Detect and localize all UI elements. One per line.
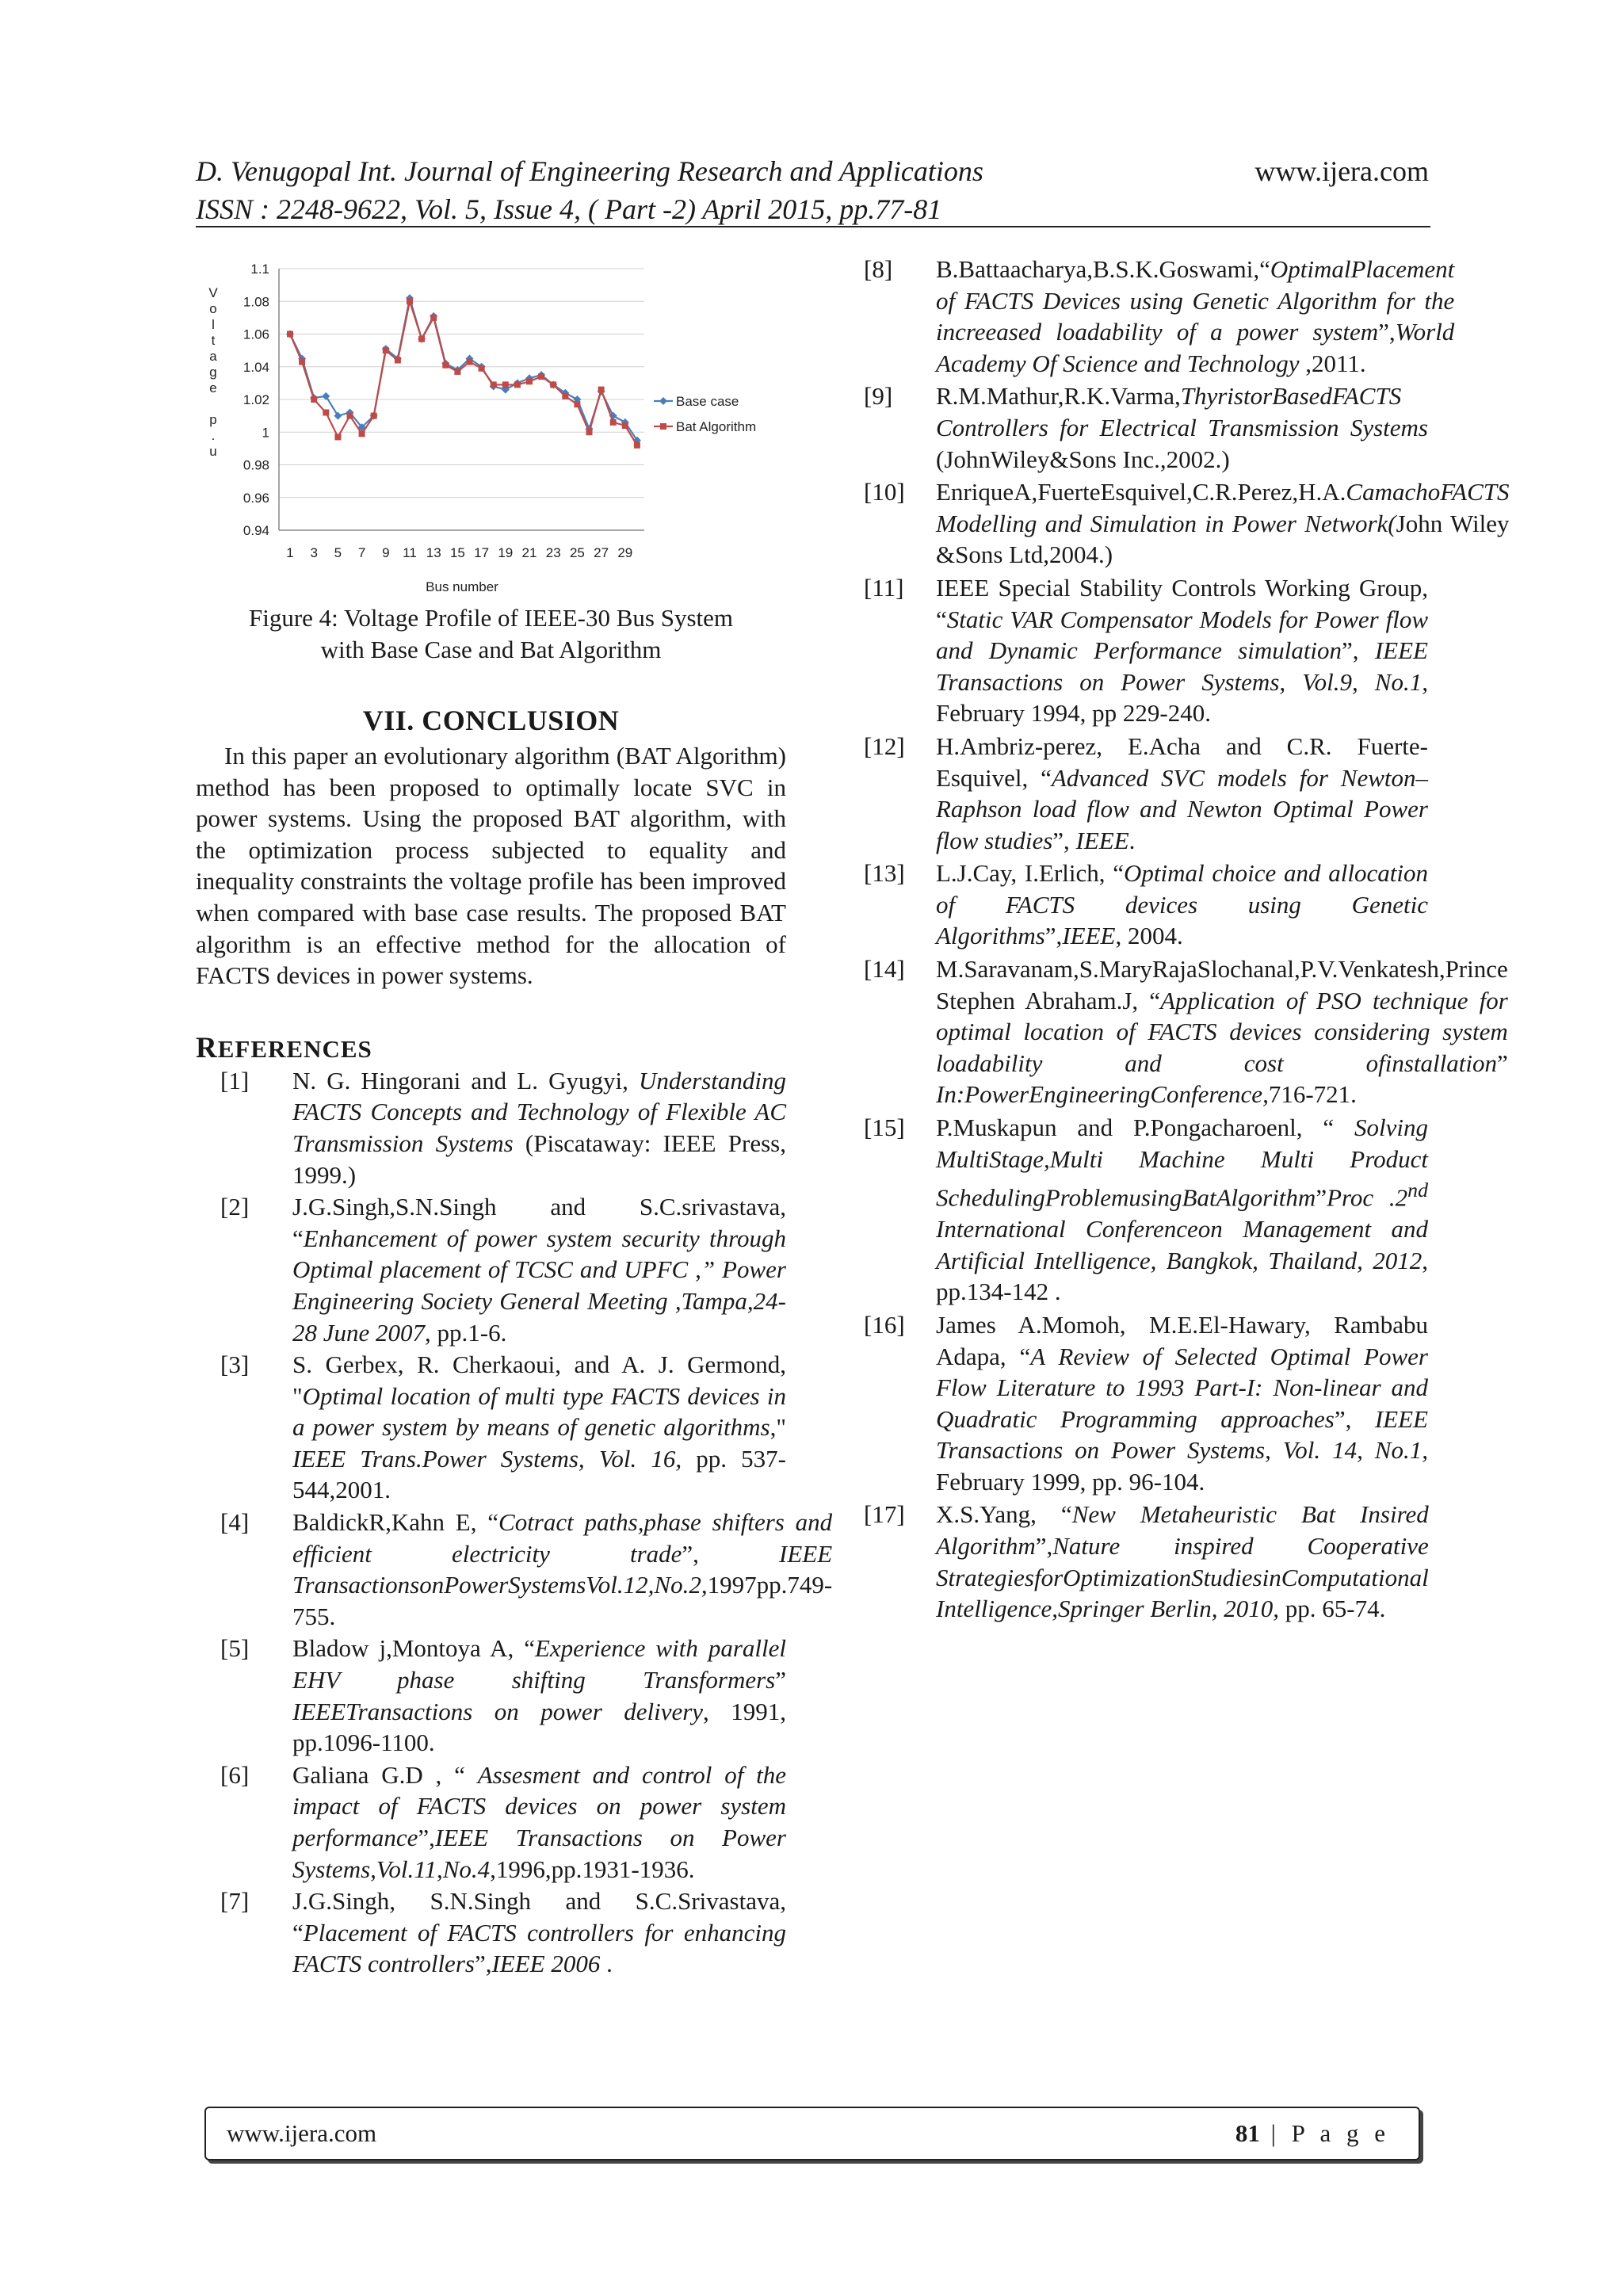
y-tick-label: 1.1: [250, 262, 269, 277]
reference-text-segment: EnriqueA,FuerteEsquivel,C.R.Perez,H.A.: [936, 478, 1346, 506]
reference-number: [5]: [220, 1634, 250, 1663]
y-axis-title-letter: V: [208, 285, 218, 300]
reference-text-segment: Optimal choice and allocation of FACTS devices using Genetic Algorithms: [936, 859, 1428, 950]
reference-number: [17]: [864, 1500, 905, 1529]
x-axis-title: Bus number: [426, 579, 498, 594]
data-point: [395, 357, 401, 364]
data-point: [430, 315, 437, 321]
reference-text-segment: In:PowerEngineeringConference,: [936, 1080, 1269, 1109]
reference-item: [220, 1633, 786, 1758]
references-heading-initial: R: [196, 1031, 218, 1064]
reference-item: [864, 572, 1428, 729]
footer-site[interactable]: www.ijera.com: [227, 2119, 377, 2147]
reference-text-segment: ”,: [682, 1539, 780, 1568]
reference-text-segment: Proc .2: [1327, 1183, 1408, 1212]
reference-item: [220, 1507, 833, 1632]
reference-text-segment: 1997pp.749-755.: [292, 1571, 833, 1630]
x-tick-label: 7: [357, 545, 366, 560]
reference-text-segment: B.Battaacharya,B.S.K.Goswami,“: [936, 255, 1270, 283]
x-tick-label: 23: [545, 545, 561, 560]
reference-text-segment: Application of PSO technique for optimal location of FACTS devices considering system loadability and cost ofinstallation: [936, 986, 1508, 1077]
reference-text-segment: John Wiley &Sons Ltd,2004.): [936, 509, 1510, 569]
reference-item: [220, 1191, 786, 1348]
reference-text-segment: ”,: [1334, 1404, 1375, 1433]
reference-text-segment: ,": [769, 1413, 786, 1442]
reference-text-segment: IEEE: [1075, 826, 1129, 854]
reference-text-segment: Placement of FACTS controllers for enhancing FACTS controllers: [292, 1918, 786, 1978]
reference-text-segment: Advanced SVC models for Newton–Raphson load flow and Newton Optimal Power flow studies: [936, 763, 1428, 854]
data-point: [467, 359, 473, 365]
data-point: [418, 336, 425, 342]
reference-item: [864, 1309, 1428, 1498]
reference-text-segment: Enhancement of power system security through Optimal placement of TCSC and UPFC ,” Power Engineering Society General Meeting ,Tampa,24-28 June 2007: [292, 1224, 786, 1347]
reference-text-segment: Optimal location of multi type FACTS devices in a power system by means of genetic algorithms: [292, 1381, 786, 1442]
x-tick-label: 29: [617, 545, 633, 560]
reference-text-segment: New Metaheuristic Bat Insired Algorithm: [936, 1500, 1429, 1561]
legend-label: Base case: [676, 394, 739, 409]
reference-text-segment: 716-721.: [1268, 1080, 1357, 1109]
reference-item: [864, 953, 1508, 1110]
data-point: [371, 413, 377, 419]
reference-text-segment: Cotract paths,phase shifters and efficient electricity trade: [292, 1508, 833, 1568]
data-point: [359, 430, 365, 437]
x-tick-label: 3: [310, 545, 318, 560]
reference-text-segment: pp. 537-544,2001.: [292, 1444, 786, 1504]
reference-text-segment: 1996,pp.1931-1936.: [495, 1855, 695, 1883]
reference-number: [4]: [220, 1508, 250, 1537]
series-line-base-case: [290, 298, 637, 440]
y-axis-title-letter: e: [209, 380, 217, 395]
x-tick-label: 1: [286, 545, 294, 560]
reference-text: [292, 1065, 786, 1190]
data-point: [311, 396, 317, 403]
reference-text-segment: J.G.Singh,S.N.Singh and S.C.srivastava, “: [292, 1193, 786, 1252]
reference-item: [864, 1112, 1428, 1308]
data-point: [347, 413, 353, 419]
header-rule: [196, 226, 1430, 227]
y-axis-title-letter: t: [211, 333, 216, 348]
y-axis-title-letter: a: [209, 349, 217, 364]
x-tick-label: 19: [498, 545, 514, 560]
y-tick-label: 1.08: [242, 294, 269, 310]
reference-item: [864, 1499, 1428, 1624]
x-tick-label: 17: [474, 545, 490, 560]
data-point: [574, 401, 580, 407]
data-point: [550, 381, 556, 388]
data-point: [442, 362, 449, 369]
reference-number: [1]: [220, 1066, 250, 1095]
x-tick-label: 13: [426, 545, 441, 560]
left-column: [196, 250, 833, 1980]
reference-text-segment: pp. 65-74.: [1279, 1595, 1386, 1623]
data-point: [454, 369, 460, 375]
data-point: [383, 347, 389, 353]
reference-text-segment: ,2011.: [1299, 349, 1366, 377]
page-number-value: 81: [1235, 2119, 1260, 2147]
reference-item: [864, 476, 1510, 571]
data-point: [622, 422, 628, 429]
reference-text-segment: L.J.Cay, I.Erlich, “: [936, 859, 1125, 888]
y-tick-label: 1.04: [242, 359, 269, 375]
reference-number: [3]: [220, 1350, 250, 1379]
data-point: [299, 359, 305, 365]
y-axis-title-letter: u: [209, 444, 217, 459]
figure-caption-line-1: Figure 4: Voltage Profile of IEEE-30 Bus System: [248, 604, 734, 632]
reference-text-segment: , 1991, pp.1096-1100.: [292, 1697, 787, 1757]
reference-number: [14]: [864, 955, 905, 984]
y-tick-label: 1: [262, 425, 269, 441]
figure-caption: [196, 602, 786, 666]
reference-text: [936, 858, 1428, 952]
voltage-profile-chart: [196, 250, 786, 598]
page-number: [1235, 2119, 1390, 2148]
references-list-left: [196, 1065, 833, 1980]
x-tick-label: 21: [521, 545, 537, 560]
reference-text: [936, 1112, 1428, 1308]
reference-text-segment: X.S.Yang, “: [936, 1500, 1072, 1529]
data-point: [598, 387, 605, 393]
reference-text-segment: A Review of Selected Optimal Power Flow Literature to 1993 Part-I: Non-linear and Quadratic Programming approaches: [936, 1342, 1428, 1433]
reference-text-segment: Nature inspired Cooperative StrategiesforOptimizationStudiesinComputational Intelligence,Springer Berlin, 2010,: [936, 1532, 1429, 1623]
reference-text: [936, 731, 1428, 856]
reference-item: [220, 1759, 786, 1885]
data-point: [634, 442, 640, 449]
reference-text-segment: Understanding FACTS Concepts and Technology of Flexible AC Transmission Systems: [292, 1066, 786, 1157]
x-tick-label: 27: [594, 545, 609, 560]
reference-text-segment: J.G.Singh, S.N.Singh and S.C.Srivastava, “: [292, 1887, 786, 1946]
reference-text-segment: Static VAR Compensator Models for Power flow and Dynamic Performance simulation: [936, 605, 1428, 665]
reference-text-segment: World Academy Of Science and Technology: [936, 318, 1455, 377]
reference-text-segment: , pp.134-142 .: [936, 1246, 1428, 1306]
reference-text-segment: ”,: [1342, 636, 1375, 665]
reference-text: [292, 1191, 786, 1348]
data-point: [586, 429, 593, 435]
reference-text-segment: James A.Momoh, M.E.El-Hawary, Rambabu Adapa, “: [936, 1310, 1428, 1370]
reference-text-segment: IEEE TransactionsonPowerSystemsVol.12,No.2,: [292, 1539, 833, 1599]
reference-text-segment: IEEE Transactions on Power Systems, Vol.9, No.1,: [936, 636, 1428, 696]
reference-text: [936, 254, 1454, 379]
x-tick-label: 5: [334, 545, 342, 560]
reference-text: [936, 1499, 1429, 1624]
reference-number: [6]: [220, 1760, 250, 1789]
y-tick-label: 0.96: [242, 490, 269, 506]
reference-number: [12]: [864, 732, 905, 760]
x-tick-label: 25: [569, 545, 585, 560]
page-separator: |: [1259, 2119, 1292, 2147]
reference-number: [13]: [864, 859, 905, 888]
reference-text-segment: Galiana G.D , “: [292, 1760, 478, 1789]
reference-text-segment: BaldickR,Kahn E, “: [292, 1508, 499, 1537]
reference-number: [9]: [864, 382, 893, 411]
reference-number: [7]: [220, 1887, 250, 1916]
reference-text-segment: .: [1128, 826, 1136, 854]
references-list-right: [864, 254, 1510, 1625]
reference-text: [936, 1309, 1428, 1498]
reference-number: [11]: [864, 573, 904, 602]
reference-text-segment: IEEE Transactions on Power Systems, Vol. 14, No.1,: [936, 1404, 1428, 1465]
reference-text-segment: ”,: [1052, 826, 1076, 854]
reference-text-segment: nd: [1407, 1179, 1428, 1202]
journal-site[interactable]: www.ijera.com: [1254, 155, 1429, 187]
reference-text: [292, 1507, 832, 1632]
reference-text-segment: IEEE: [1062, 922, 1116, 950]
reference-text: [292, 1633, 786, 1758]
x-tick-label: 9: [382, 545, 390, 560]
reference-text-segment: OptimalPlacement of FACTS Devices using Genetic Algorithm for the increeased loadability of a power system: [936, 255, 1455, 346]
y-tick-label: 1.06: [242, 327, 269, 342]
references-heading: [196, 1031, 786, 1065]
page-word: P a g e: [1291, 2119, 1390, 2147]
reference-text-segment: IEEE Special Stability Controls Working Group, “: [936, 573, 1428, 633]
voltage-profile-figure: [196, 250, 786, 598]
data-point: [610, 419, 617, 426]
y-axis-title-letter: l: [212, 317, 215, 332]
data-point: [479, 365, 485, 372]
y-axis-title-letter: p: [209, 412, 217, 427]
figure-caption-line-2: with Base Case and Bat Algorithm: [320, 636, 662, 663]
reference-text-segment: IEEETransactions on power delivery: [292, 1697, 704, 1725]
data-point: [502, 381, 509, 388]
y-tick-label: 0.98: [242, 457, 269, 473]
legend-label: Bat Algorithm: [676, 419, 757, 434]
data-point: [334, 434, 341, 440]
reference-text-segment: R.M.Mathur,R.K.Varma,: [936, 382, 1181, 411]
data-point: [323, 410, 329, 416]
y-tick-label: 0.94: [242, 523, 269, 538]
reference-text-segment: ”,: [1378, 318, 1396, 346]
reference-text-segment: P.Muskapun and P.Pongacharoenl, “: [936, 1114, 1354, 1142]
reference-text-segment: ”,: [474, 1950, 492, 1978]
x-tick-label: 15: [449, 545, 465, 560]
journal-line: D. Venugopal Int. Journal of Engineering Research and Applications: [196, 155, 983, 187]
data-point: [562, 393, 568, 399]
reference-number: [16]: [864, 1310, 905, 1339]
reference-text-segment: ”,: [1044, 922, 1063, 950]
reference-number: [2]: [220, 1193, 250, 1221]
reference-text-segment: Bladow j,Montoya A, “: [292, 1634, 535, 1663]
x-tick-label: 11: [403, 545, 417, 560]
reference-number: [8]: [864, 255, 893, 283]
running-header: [196, 152, 1429, 228]
conclusion-paragraph: In this paper an evolutionary algorithm (BAT Algorithm) method has been proposed to optimally locate SVC in power systems. Using the proposed BAT algorithm, with the optimization process subjected to equality and inequality constraints the voltage profile has been improved when compared with base case results. The proposed BAT algorithm is an effective method for the allocation of FACTS devices in power systems.: [196, 742, 786, 990]
data-point: [526, 378, 533, 384]
data-point: [334, 412, 342, 420]
reference-text-segment: ”: [1497, 1049, 1508, 1077]
reference-text-segment: Assesment and control of the impact of FACTS devices on power system performance: [292, 1760, 786, 1851]
conclusion-heading: VII. CONCLUSION: [362, 705, 620, 736]
series-line-bat-algorithm: [290, 301, 637, 445]
reference-text-segment: February 1994, pp 229-240.: [936, 699, 1211, 728]
reference-text-segment: ”,: [1035, 1532, 1053, 1561]
data-point: [538, 373, 544, 380]
reference-text: [936, 476, 1510, 571]
reference-text: [292, 1885, 786, 1980]
reference-text-segment: M.Saravanam,S.MaryRajaSlochanal,P.V.Venkatesh,Prince Stephen Abraham.J, “: [936, 955, 1508, 1014]
reference-text: [936, 572, 1428, 729]
right-column: [864, 254, 1510, 1625]
reference-text-segment: IEEE 2006: [491, 1950, 601, 1978]
reference-text: [936, 380, 1428, 475]
y-tick-label: 1.02: [242, 392, 269, 407]
reference-number: [15]: [864, 1114, 905, 1142]
legend-marker: [659, 397, 667, 405]
reference-item: [220, 1065, 786, 1190]
data-point: [514, 381, 521, 388]
reference-text: [292, 1349, 786, 1506]
reference-text-segment: (Piscataway: IEEE Press, 1999.): [292, 1129, 786, 1189]
data-point: [322, 392, 330, 400]
reference-text-segment: ”: [775, 1666, 786, 1694]
data-point: [491, 381, 497, 388]
reference-text-segment: .: [600, 1950, 613, 1978]
reference-text-segment: IEEE Trans.Power Systems, Vol. 16,: [292, 1444, 682, 1473]
reference-text-segment: H.Ambriz-perez, E.Acha and C.R. Fuerte-Esquivel, “: [936, 732, 1428, 792]
reference-text-segment: ”,: [418, 1824, 435, 1851]
reference-item: [220, 1885, 786, 1980]
reference-text-segment: , pp.1-6.: [425, 1318, 507, 1347]
y-axis-title-letter: .: [211, 428, 216, 443]
reference-item: [864, 731, 1428, 856]
issn-line: ISSN : 2248-9622, Vol. 5, Issue 4, ( Part -2) April 2015, pp.77-81: [196, 193, 942, 225]
reference-item: [864, 858, 1428, 952]
reference-text-segment: ”: [1316, 1183, 1327, 1212]
reference-item: [864, 254, 1455, 379]
reference-text-segment: ThyristorBasedFACTS Controllers for Electrical Transmission Systems: [936, 382, 1428, 441]
reference-text-segment: CamachoFACTS Modelling and Simulation in Power Network(: [936, 478, 1510, 537]
reference-text-segment: S. Gerbex, R. Cherkaoui, and A. J. Germond, ": [292, 1350, 786, 1410]
page-footer: [204, 2107, 1420, 2160]
reference-text-segment: , 2004.: [1115, 922, 1183, 950]
reference-text: [936, 953, 1508, 1110]
legend-marker: [660, 423, 666, 430]
data-point: [407, 298, 413, 304]
reference-number: [10]: [864, 478, 905, 506]
reference-text-segment: Experience with parallel EHV phase shifting Transformers: [292, 1634, 786, 1694]
y-axis-title-letter: g: [209, 365, 217, 380]
reference-item: [864, 380, 1428, 475]
reference-item: [220, 1349, 786, 1506]
data-point: [287, 331, 293, 338]
reference-text-segment: IEEE Transactions on Power Systems,Vol.11,No.4,: [292, 1824, 786, 1883]
reference-text: [292, 1759, 786, 1885]
reference-text-segment: (JohnWiley&Sons Inc.,2002.): [936, 445, 1230, 473]
reference-text-segment: February 1999, pp. 96-104.: [936, 1467, 1205, 1496]
y-axis-title-letter: o: [209, 301, 217, 316]
references-heading-rest: EFERENCES: [217, 1034, 372, 1063]
reference-text-segment: N. G. Hingorani and L. Gyugyi,: [292, 1066, 639, 1095]
reference-text-segment: International Conferenceon Management and Artificial Intelligence, Bangkok, Thailand, 2012: [936, 1215, 1428, 1274]
reference-text-segment: Solving MultiStage,Multi Machine Multi Product SchedulingProblemusingBatAlgorithm: [936, 1114, 1428, 1212]
